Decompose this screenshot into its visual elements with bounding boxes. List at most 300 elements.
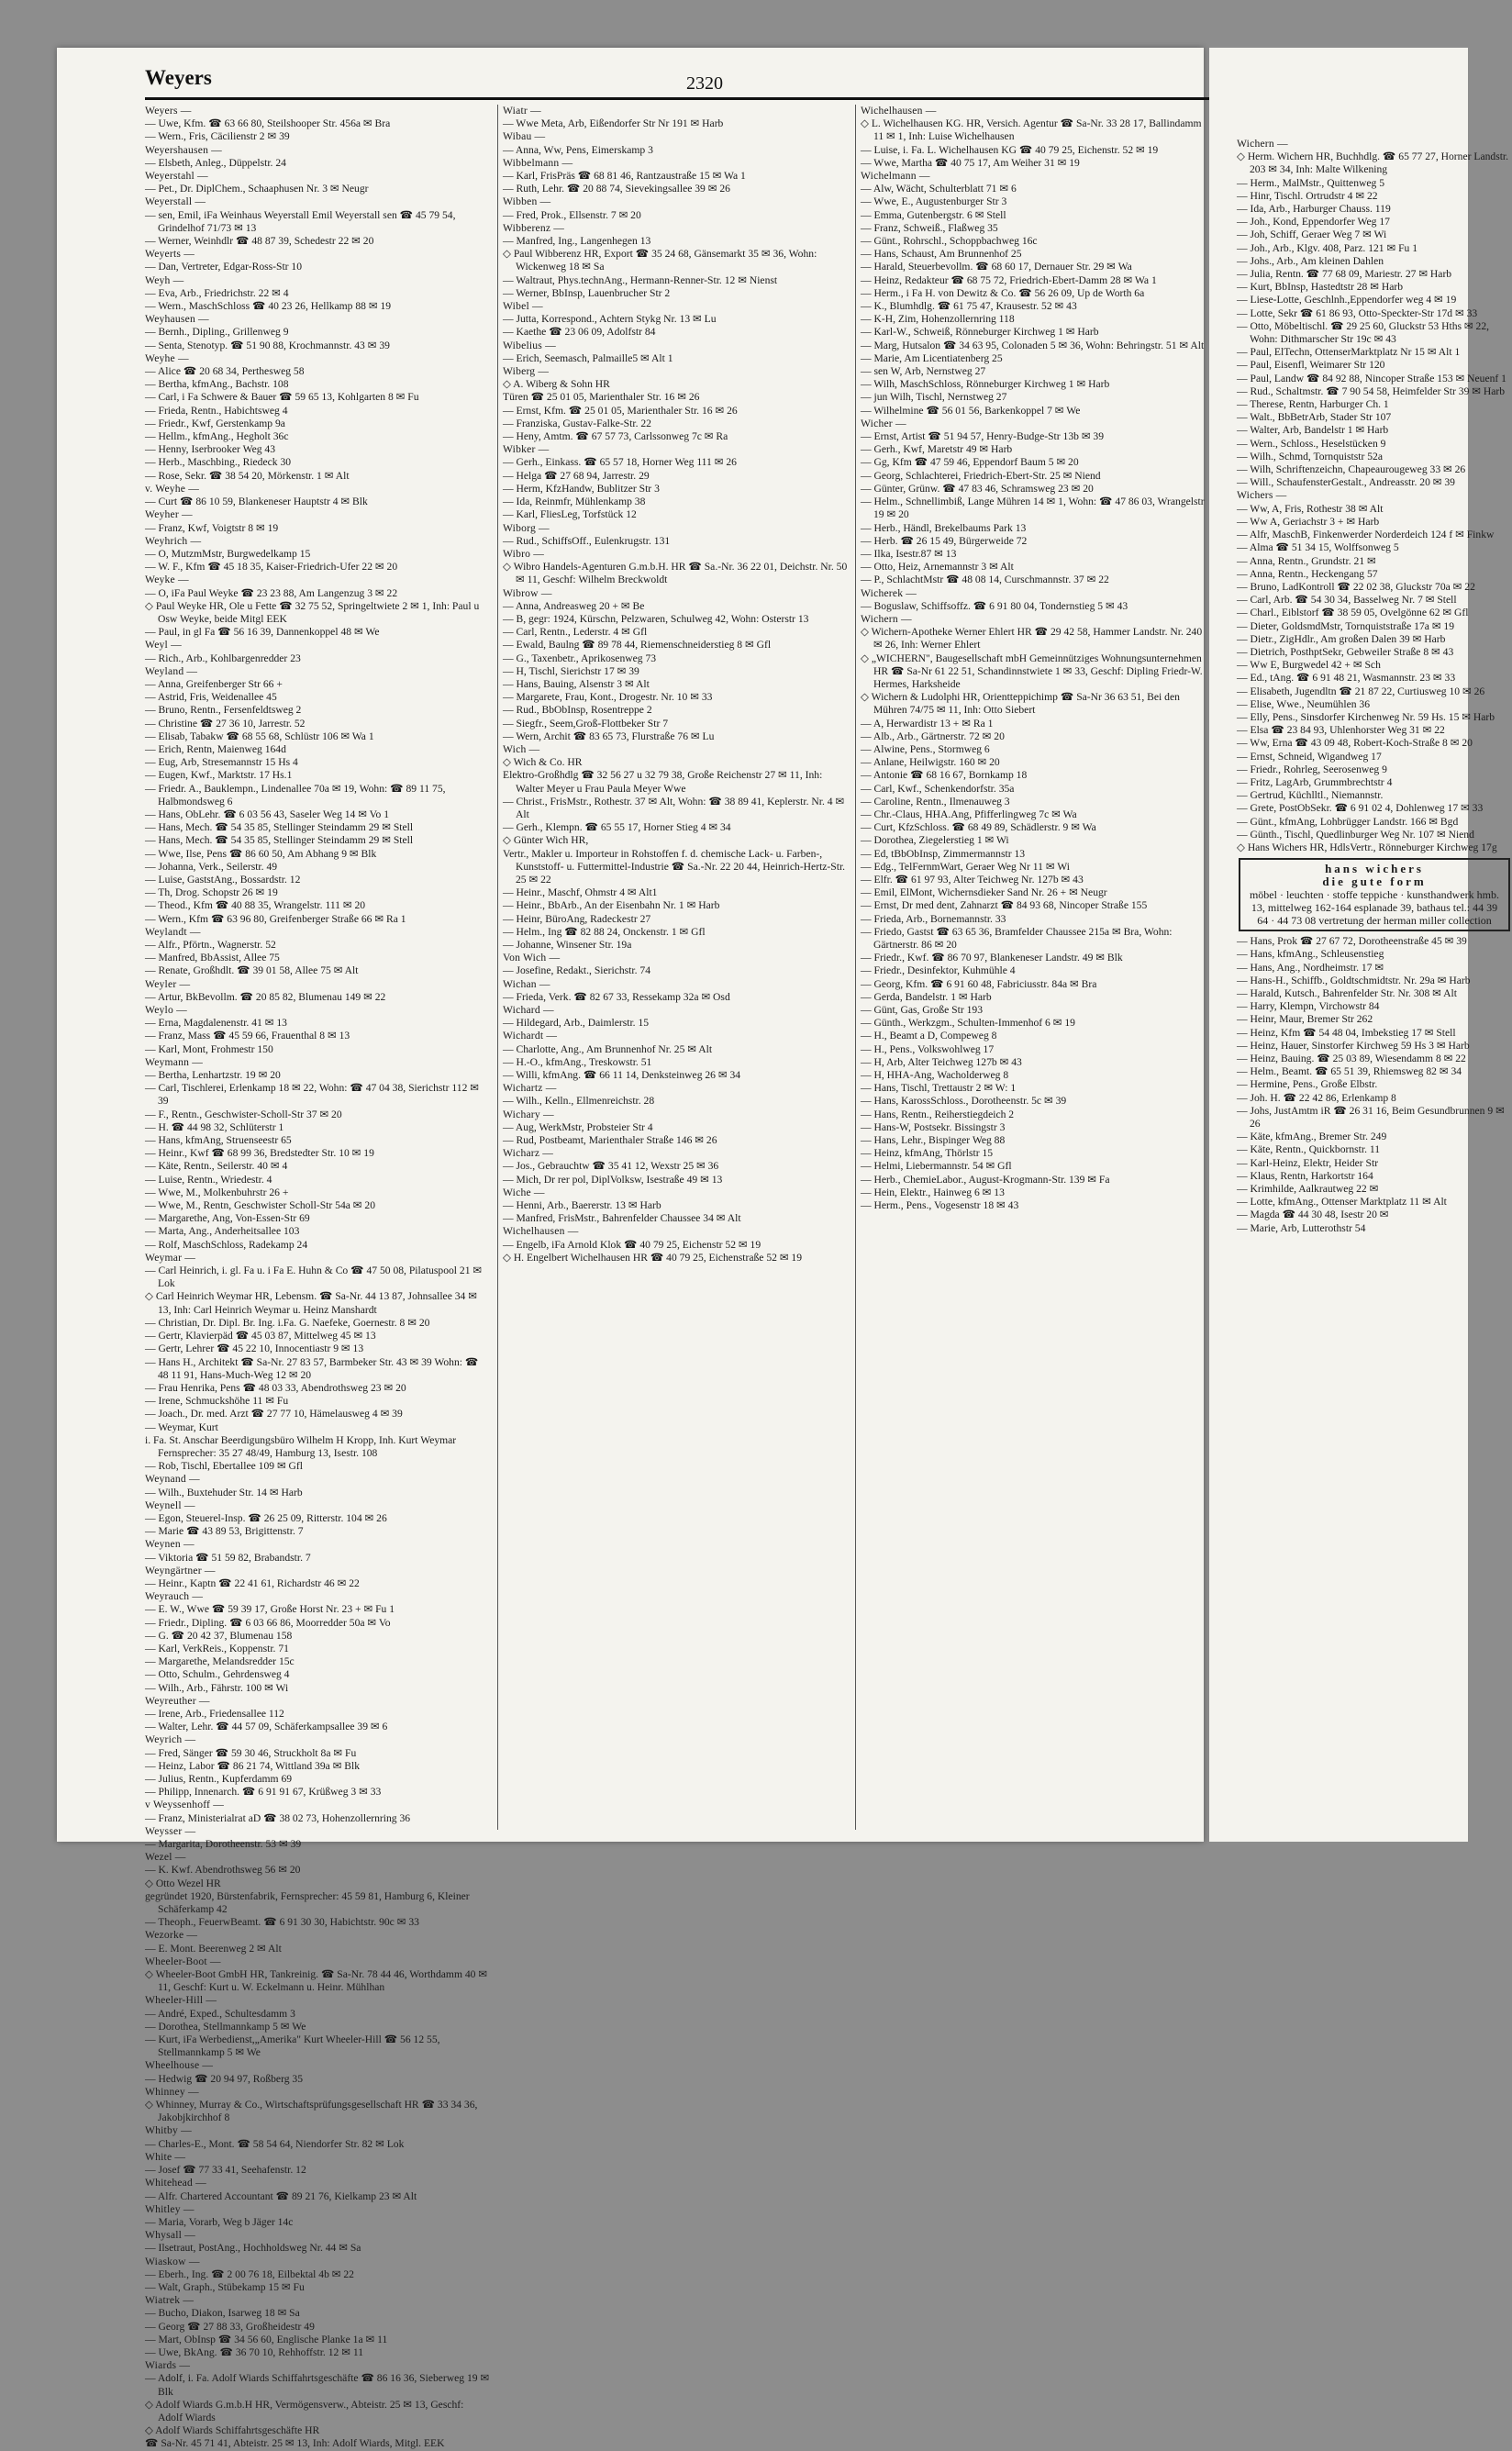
directory-entry: — Hans, kfmAng., Schleusenstieg (1237, 948, 1384, 961)
directory-entry: — Ida, Arb., Harburger Chauss. 119 (1237, 203, 1391, 216)
directory-entry: — Hermine, Pens., Große Elbstr. (1237, 1078, 1378, 1091)
directory-entry: — Elise, Wwe., Neumühlen 36 (1237, 697, 1371, 710)
directory-entry: — Wwe, Martha ☎ 40 75 17, Am Weiher 31 ✉ 19 (861, 156, 1080, 169)
directory-entry: — sen, Emil, iFa Weinhaus Weyerstall Emil Weyerstall sen ☎ 45 79 54, Grindelhof 71/73 ✉ 13 (145, 208, 456, 234)
directory-entry: — Rud, Postbeamt, Marienthaler Straße 146 ✉ 26 (503, 1134, 717, 1147)
directory-entry: — Elsbeth, Anleg., Düppelstr. 24 (145, 156, 286, 169)
directory-entry: White — (145, 2150, 186, 2163)
directory-entry: — Franziska, Gustav-Falke-Str. 22 (503, 417, 651, 429)
directory-entry: — Heinz, Labor ☎ 86 21 74, Wittland 39a ✉ Blk (145, 1759, 361, 1772)
directory-entry: Wiaskow — (145, 2255, 200, 2267)
directory-entry: Wibelius — (503, 339, 556, 351)
directory-entry: Weyrauch — (145, 1590, 204, 1603)
directory-entry: — Grete, PostObSekr. ☎ 6 91 02 4, Dohlenweg 17 ✉ 33 (1237, 802, 1484, 815)
directory-entry: — Ernst, Artist ☎ 51 94 57, Henry-Budge-Str 13b ✉ 39 (861, 430, 1105, 443)
directory-entry: — Margarita, Dorotheenstr. 53 ✉ 39 (145, 1838, 302, 1851)
directory-entry: hans wichers (1325, 862, 1424, 876)
directory-entry: — Bertha, Lenhartzstr. 19 ✉ 20 (145, 1069, 281, 1082)
directory-entry: Wichard — (503, 1004, 554, 1017)
directory-entry: — Heinz, Bauing. ☎ 25 03 89, Wiesendamm 8 ✉ 22 (1237, 1053, 1466, 1064)
directory-entry: — Rob, Tischl, Ebertallee 109 ✉ Gfl (145, 1460, 304, 1473)
directory-entry: — Ilka, Isestr.87 ✉ 13 (861, 547, 957, 560)
directory-entry: — Carl, Arb. ☎ 54 30 34, Basselweg Nr. 7 ✉ Stell (1237, 594, 1457, 607)
directory-entry: — Wern, Archit ☎ 83 65 73, Flurstraße 76 ✉ Lu (503, 730, 715, 742)
directory-entry: — Rud., Schaltmstr. ☎ 7 90 54 58, Heimfelder Str 39 ✉ Harb (1237, 384, 1506, 397)
directory-entry: ◇ Otto Wezel HR (145, 1877, 221, 1889)
directory-entry: — Friedr., Rohrleg, Seerosenweg 9 (1237, 763, 1387, 775)
directory-entry: — Irene, Arb., Friedensallee 112 (145, 1707, 284, 1720)
directory-entry: Weyhausen — (145, 313, 209, 326)
directory-entry: — Werner, Weinhdlr ☎ 48 87 39, Schedestr 22 ✉ 20 (145, 235, 374, 248)
directory-entry: — Paul, Landw ☎ 84 92 88, Nincoper Straße 153 ✉ Neuenf 1 (1237, 372, 1506, 384)
directory-entry: — Johs, JustAmtm iR ☎ 26 31 16, Beim Gesundbrunnen 9 ✉ 26 (1237, 1104, 1505, 1131)
directory-entry: — Wern., Fris, Cäcilienstr 2 ✉ 39 (145, 130, 290, 143)
directory-entry: — Hans, Prok ☎ 27 67 72, Dorotheenstraße 45 ✉ 39 (1237, 935, 1467, 948)
directory-entry: — Friedr., Dipling. ☎ 6 03 66 86, Moorredder 50a ✉ Vo (145, 1616, 391, 1629)
directory-entry: — Heinz, kfmAng, Thörlstr 15 (861, 1147, 994, 1160)
directory-entry: v. Weyhe — (145, 482, 200, 495)
directory-entry: — Jos., Gebrauchtw ☎ 35 41 12, Wexstr 25 ✉ 36 (503, 1160, 719, 1173)
directory-entry: — Lotte, kfmAng., Ottenser Marktplatz 11 ✉ Alt (1237, 1196, 1447, 1209)
directory-entry: — Herb., ChemieLabor., August-Krogmann-Str. 139 ✉ Fa (861, 1173, 1110, 1186)
directory-entry: — Walt., BbBetrArb, Stader Str 107 (1237, 411, 1392, 424)
directory-entry: — Gg, Kfm ☎ 47 59 46, Eppendorf Baum 5 ✉ 20 (861, 456, 1079, 469)
directory-entry: — Herm., i Fa H. von Dewitz & Co. ☎ 56 26 09, Up de Worth 6a (861, 286, 1145, 299)
directory-entry: ◇ Wheeler-Boot GmbH HR, Tankreinig. ☎ Sa-Nr. 78 44 46, Worthdamm 40 ✉ 11, Geschf: Kurt u. W. Eckelmann u. Heinr. Mühlhan (145, 1968, 488, 1994)
running-head-keyword: Weyers (145, 66, 212, 89)
advertisement-box (1239, 858, 1510, 931)
directory-entry: — Käte, Rentn., Seilerstr. 40 ✉ 4 (145, 1160, 288, 1173)
directory-entry: — Hellm., kfmAng., Hegholt 36c (145, 430, 289, 443)
directory-entry: — Gertr, Lehrer ☎ 45 22 10, Innocentiastr 9 ✉ 13 (145, 1342, 364, 1355)
directory-entry: Weylandt — (145, 925, 201, 938)
directory-entry: — Erich, Rentn, Maienweg 164d (145, 742, 286, 755)
directory-entry: — Bruno, Rentn., Fersenfeldtsweg 2 (145, 704, 302, 717)
directory-entry: — Alma ☎ 51 34 15, Wolffsonweg 5 (1237, 541, 1399, 554)
directory-entry: — Anna, Rentn., Heckengang 57 (1237, 567, 1378, 580)
directory-entry: Weyers — (145, 105, 192, 117)
directory-entry: — K., Blumhdlg. ☎ 61 75 47, Krausestr. 52 ✉ 43 (861, 300, 1077, 313)
directory-entry: — Georg, Kfm. ☎ 6 91 60 48, Fabriciusstr. 84a ✉ Bra (861, 977, 1097, 990)
directory-entry: — Aug, WerkMstr, Probsteier Str 4 (503, 1120, 653, 1133)
directory-entry: — Rich., Arb., Kohlbargenredder 23 (145, 652, 301, 664)
directory-entry: Wicherek — (861, 586, 917, 599)
directory-entry: Von Wich — (503, 952, 561, 964)
directory-entry: — Wern., Kfm ☎ 63 96 80, Greifenberger Straße 66 ✉ Ra 1 (145, 912, 406, 925)
directory-entry: Wiberg — (503, 365, 550, 378)
directory-entry: — Dan, Vertreter, Edgar-Ross-Str 10 (145, 261, 303, 273)
directory-entry: — Harald, Kutsch., Bahrenfelder Str. Nr. 308 ✉ Alt (1237, 986, 1457, 999)
directory-entry: Weynell — (145, 1498, 195, 1511)
directory-entry: — Chr.-Claus, HHA.Ang, Pfifferlingweg 7c ✉ Wa (861, 808, 1077, 820)
directory-entry: — Wern., MaschSchloss ☎ 40 23 26, Hellkamp 88 ✉ 19 (145, 300, 392, 313)
directory-entry: Weylo — (145, 1004, 187, 1017)
directory-entry: ◇ Carl Heinrich Weymar HR, Lebensm. ☎ Sa-Nr. 44 13 87, Johnsallee 34 ✉ 13, Inh: Carl Heinrich Weymar u. Heinz Manshardt (145, 1290, 477, 1316)
directory-entry: — Therese, Rentn, Harburger Ch. 1 (1237, 398, 1389, 411)
directory-entry: — Hans, Bauing, Alsenstr 3 ✉ Alt (503, 677, 650, 690)
directory-entry: — Julius, Rentn., Kupferdamm 69 (145, 1773, 293, 1785)
directory-entry: Wheeler-Boot — (145, 1955, 221, 1967)
directory-entry: — G. ☎ 20 42 37, Blumenau 158 (145, 1629, 293, 1642)
directory-entry: — Ilsetraut, PostAng., Hochholdsweg Nr. 44 ✉ Sa (145, 2242, 361, 2255)
directory-entry: Whitehead — (145, 2177, 206, 2189)
directory-entry: — Th, Drog. Schopstr 26 ✉ 19 (145, 886, 278, 899)
directory-entry: — O, MutzmMstr, Burgwedelkamp 15 (145, 547, 311, 560)
directory-entry: Wibker — (503, 443, 550, 456)
directory-entry: — Ernst, Dr med dent, Zahnarzt ☎ 84 93 68, Nincoper Straße 155 (861, 899, 1148, 912)
directory-entry: — Frau Henrika, Pens ☎ 48 03 33, Abendrothsweg 23 ✉ 20 (145, 1381, 406, 1394)
directory-entry: — Herb. ☎ 26 15 49, Bürgerweide 72 (861, 534, 1028, 547)
directory-entry: — Marta, Ang., Anderheitsallee 103 (145, 1225, 300, 1238)
directory-entry: — Günth., Tischl, Quedlinburger Weg Nr. 107 ✉ Niend (1237, 828, 1474, 841)
directory-entry: — Günter, Grünw. ☎ 47 83 46, Schramsweg 23 ✉ 20 (861, 482, 1094, 495)
directory-entry: — Maria, Vorarb, Weg b Jäger 14c (145, 2215, 294, 2228)
directory-entry: — Emil, ElMont, Wichernsdieker Sand Nr. 26 + ✉ Neugr (861, 886, 1107, 899)
directory-entry: — Christian, Dr. Dipl. Br. Ing. i.Fa. G. Naefeke, Goernestr. 8 ✉ 20 (145, 1316, 430, 1329)
directory-entry: — Siegfr., Seem,Groß-Flottbeker Str 7 (503, 717, 669, 730)
directory-entry: — Engelb, iFa Arnold Klok ☎ 40 79 25, Eichenstr 52 ✉ 19 (503, 1238, 762, 1251)
directory-entry: — H.-O., kfmAng., Treskowstr. 51 (503, 1055, 652, 1068)
directory-entry: — E. Mont. Beerenweg 2 ✉ Alt (145, 1942, 282, 1955)
directory-entry: Weynand — (145, 1473, 200, 1486)
directory-entry: — Walter, Arb, Bandelstr 1 ✉ Harb (1237, 424, 1389, 437)
directory-entry: — Wilhelmine ☎ 56 01 56, Barkenkoppel 7 ✉ We (861, 404, 1081, 417)
directory-entry: — Wilh., Kelln., Ellmenreichstr. 28 (503, 1095, 655, 1108)
directory-entry: — K. Kwf. Abendrothsweg 56 ✉ 20 (145, 1864, 301, 1877)
directory-entry: — Will., SchaufensterGestalt., Andreasstr. 20 ✉ 39 (1237, 476, 1455, 489)
directory-entry: — Margarethe, Melandsredder 15c (145, 1655, 295, 1668)
directory-entry: — Franz, Mass ☎ 45 59 66, Frauenthal 8 ✉ 13 (145, 1030, 350, 1042)
directory-entry: Wichelhausen — (861, 105, 937, 117)
directory-entry: — Ruth, Lehr. ☎ 20 88 74, Sievekingsallee 39 ✉ 26 (503, 183, 730, 195)
directory-entry: — Otto, Möbeltischl. ☎ 29 25 60, Gluckstr 53 Hths ✉ 22, Wohn: Dithmarscher Str 19c ✉ 43 (1237, 319, 1490, 346)
directory-entry: — Bruno, LadKontroll ☎ 22 02 38, Gluckstr 70a ✉ 22 (1237, 580, 1475, 593)
directory-entry: — G., Taxenbetr., Aprikosenweg 73 (503, 652, 657, 664)
directory-entry: ◇ Wichern & Ludolphi HR, Orientteppichimp ☎ Sa-Nr 36 63 51, Bei den Mühren 74/75 ✉ 11, Inh: Otto Siebert (861, 691, 1180, 717)
directory-entry: — Heinr., Kwf ☎ 68 99 36, Bredstedter Str. 10 ✉ 19 (145, 1147, 374, 1160)
directory-entry: — Joach., Dr. med. Arzt ☎ 27 77 10, Hämelausweg 4 ✉ 39 (145, 1408, 403, 1420)
directory-entry: — Kaethe ☎ 23 06 09, Adolfstr 84 (503, 326, 656, 339)
directory-entry: ◇ Whinney, Murray & Co., Wirtschaftsprüfungsgesellschaft HR ☎ 33 34 36, Jakobjkirchhof 8 (145, 2099, 478, 2124)
directory-entry: Weyher — (145, 508, 193, 521)
directory-entry: Weyrich — (145, 1733, 196, 1746)
directory-entry: — Wilh, Schriftenzeichn, Chapeaurougeweg 33 ✉ 26 (1237, 463, 1466, 476)
directory-entry: ◇ Paul Wibberenz HR, Export ☎ 35 24 68, Gänsemarkt 35 ✉ 36, Wohn: Wickenweg 18 ✉ Sa (503, 248, 817, 273)
directory-entry: die gute form (1322, 875, 1427, 889)
column-1 (145, 105, 490, 2451)
directory-entry: — Bucho, Diakon, Isarweg 18 ✉ Sa (145, 2307, 300, 2320)
directory-entry: ◇ L. Wichelhausen KG. HR, Versich. Agentur ☎ Sa-Nr. 33 28 17, Ballindamm 11 ✉ 1, Inh: Luise Wichelhausen (861, 117, 1202, 143)
directory-entry: — Hans, Schaust, Am Brunnenhof 25 (861, 248, 1022, 261)
directory-entry: — Gerda, Bandelstr. 1 ✉ Harb (861, 990, 992, 1003)
directory-entry: Wheeler-Hill — (145, 1994, 217, 2007)
directory-entry: — Adolf, i. Fa. Adolf Wiards Schiffahrtsgeschäfte ☎ 86 16 36, Sieberweg 19 ✉ Blk (145, 2372, 490, 2398)
directory-entry: — Hein, Elektr., Hainweg 6 ✉ 13 (861, 1186, 1005, 1198)
directory-entry: — Paul, Eisenfl, Weimarer Str 120 (1237, 359, 1385, 372)
directory-entry: Wibel — (503, 300, 543, 313)
directory-entry: — Christine ☎ 27 36 10, Jarrestr. 52 (145, 717, 306, 730)
directory-entry: — Luise, GaststAng., Bossardstr. 12 (145, 873, 301, 886)
directory-entry: — Luise, Rentn., Wriedestr. 4 (145, 1173, 272, 1186)
column-divider (855, 105, 856, 1830)
directory-entry: — Weymar, Kurt (145, 1420, 218, 1433)
directory-entry: — Heinz, Redakteur ☎ 68 75 72, Friedrich-Ebert-Damm 28 ✉ Wa 1 (861, 273, 1157, 286)
directory-entry: — Carl, Kwf., Schenkendorfstr. 35a (861, 782, 1015, 795)
directory-entry: — Hans, Mech. ☎ 54 35 85, Stellinger Steindamm 29 ✉ Stell (145, 834, 414, 847)
directory-entry: — Herm., MalMstr., Quittenweg 5 (1237, 176, 1385, 189)
directory-entry: — Herm, KfzHandw, Bublitzer Str 3 (503, 482, 660, 495)
directory-entry: — Friedr. A., Bauklempn., Lindenallee 70a ✉ 19, Wohn: ☎ 89 11 75, Halbmondsweg 6 (145, 782, 446, 808)
directory-entry: — Ww, A, Fris, Rothestr 38 ✉ Alt (1237, 502, 1384, 515)
directory-entry: — Johs., Arb., Am kleinen Dahlen (1237, 254, 1384, 267)
directory-entry: ◇ Paul Weyke HR, Ole u Fette ☎ 32 75 52, Springeltwiete 2 ✉ 1, Inh: Paul u Osw Weyke, beide Mitgl EEK (145, 599, 480, 625)
directory-entry: — Frieda, Verk. ☎ 82 67 33, Ressekamp 32a ✉ Osd (503, 990, 730, 1003)
directory-entry: — Carl, i Fa Schwere & Bauer ☎ 59 65 13, Kohlgarten 8 ✉ Fu (145, 391, 419, 404)
directory-entry: — Carl Heinrich, i. gl. Fa u. i Fa E. Huhn & Co ☎ 47 50 08, Pilatuspool 21 ✉ Lok (145, 1264, 483, 1290)
directory-entry: — Heinz, Hauer, Sinstorfer Kirchweg 59 Hs 3 ✉ Harb (1237, 1039, 1470, 1052)
directory-entry: — Alfr, MaschB, Finkenwerder Norderdeich 124 f ✉ Finkw (1237, 529, 1495, 541)
directory-entry: — H., Pens., Volkswohlweg 17 (861, 1042, 995, 1055)
directory-entry: — Rolf, MaschSchloss, Radekamp 24 (145, 1238, 308, 1251)
directory-entry: — Bernh., Dipling., Grillenweg 9 (145, 326, 289, 339)
directory-entry: — Hans, Rentn., Reiherstiegdeich 2 (861, 1108, 1015, 1120)
directory-entry: — Frieda, Rentn., Habichtsweg 4 (145, 404, 288, 417)
directory-entry: — sen W, Arb, Nernstweg 27 (861, 365, 986, 378)
directory-entry: — Henny, Iserbrooker Weg 43 (145, 443, 276, 456)
directory-entry: — Gerh., Kwf, Maretstr 49 ✉ Harb (861, 443, 1013, 456)
directory-entry: — Ed, tBbObInsp, Zimmermannstr 13 (861, 847, 1026, 860)
directory-entry: ◇ Günter Wich HR, (503, 834, 589, 847)
directory-entry: — Hans, Ang., Nordheimstr. 17 ✉ (1237, 961, 1384, 974)
directory-entry: — Marie, Am Licentiatenberg 25 (861, 351, 1003, 364)
directory-entry: — Alfr. Chartered Accountant ☎ 89 21 76, Kielkamp 23 ✉ Alt (145, 2189, 417, 2202)
directory-entry: — Johanne, Winsener Str. 19a (503, 939, 632, 951)
directory-entry: — Herb., Händl, Brekelbaums Park 13 (861, 521, 1027, 534)
directory-entry: — Franz, Kwf, Voigtstr 8 ✉ 19 (145, 521, 279, 534)
directory-entry: — Erich, Seemasch, Palmaille5 ✉ Alt 1 (503, 351, 673, 364)
directory-entry: — Hans, KarossSchloss., Dorotheenstr. 5c ✉ 39 (861, 1095, 1067, 1108)
directory-entry: — Gertr, Klavierpäd ☎ 45 03 87, Mittelweg 45 ✉ 13 (145, 1330, 376, 1342)
directory-entry: — Liese-Lotte, Geschlnh.,Eppendorfer weg 4 ✉ 19 (1237, 294, 1457, 306)
directory-entry: — Erna, Magdalenenstr. 41 ✉ 13 (145, 1017, 287, 1030)
directory-entry: — Carl, Tischlerei, Erlenkamp 18 ✉ 22, Wohn: ☎ 47 04 38, Sierichstr 112 ✉ 39 (145, 1082, 479, 1108)
directory-entry: — Walter, Lehr. ☎ 44 57 09, Schäferkampsallee 39 ✉ 6 (145, 1721, 388, 1733)
directory-entry: — Joh. H. ☎ 22 42 86, Erlenkamp 8 (1237, 1091, 1396, 1104)
directory-entry: — Elisabeth, Jugendltn ☎ 21 87 22, Curtiusweg 10 ✉ 26 (1237, 685, 1485, 697)
directory-entry: — Hans-H., Schiffb., Goldtschmidtstr. Nr. 29a ✉ Harb (1237, 974, 1471, 986)
directory-entry: — Margarete, Frau, Kont., Drogestr. Nr. 10 ✉ 33 (503, 691, 713, 704)
directory-entry: — Helga ☎ 27 68 94, Jarrestr. 29 (503, 469, 650, 482)
directory-entry: Wibben — (503, 195, 551, 208)
directory-entry: — Franz, Schweiß., Flaßweg 35 (861, 221, 998, 234)
directory-entry: Weyh — (145, 273, 184, 286)
directory-entry: — Helm., Beamt. ☎ 65 51 39, Rhiemsweg 82 ✉ 34 (1237, 1065, 1462, 1078)
directory-entry: Weyhe — (145, 351, 189, 364)
directory-entry: — Dietrich, PosthptSekr, Gebweiler Straße 8 ✉ 43 (1237, 645, 1454, 658)
directory-entry: — Werner, BbInsp, Lauenbrucher Str 2 (503, 286, 671, 299)
directory-entry: — Senta, Stenotyp. ☎ 51 90 88, Krochmannstr. 43 ✉ 39 (145, 339, 390, 351)
directory-entry: — Otto, Heiz, Arnemannstr 3 ✉ Alt (861, 561, 1014, 574)
directory-entry: — Dorothea, Stellmannkamp 5 ✉ We (145, 2020, 306, 2033)
directory-entry: — Dietr., ZigHdlr., Am großen Dalen 39 ✉ Harb (1237, 632, 1446, 645)
directory-entry: — Marg, Hutsalon ☎ 34 63 95, Colonaden 5 ✉ 36, Wohn: Behringstr. 51 ✉ Alt (861, 339, 1205, 351)
directory-entry: — Kurt, iFa Werbedienst,„Amerika" Kurt Wheeler-Hill ☎ 56 12 55, Stellmannkamp 5 ✉ We (145, 2033, 440, 2059)
directory-entry: Wibrow — (503, 586, 552, 599)
directory-entry: Elektro-Großhdlg ☎ 32 56 27 u 32 79 38, Große Reichenstr 27 ✉ 11, Inh: Walter Meyer u Frau Paula Meyer Wwe (503, 769, 823, 795)
directory-entry: — Friedr., Desinfektor, Kuhmühle 4 (861, 964, 1016, 977)
header-rule (145, 97, 1211, 100)
column-3 (861, 105, 1206, 1212)
directory-entry: — Hedwig ☎ 20 94 97, Roßberg 35 (145, 2072, 304, 2085)
directory-entry: — Wilh., Schmd, Tornquiststr 52a (1237, 450, 1383, 462)
directory-entry: i. Fa. St. Anschar Beerdigungsbüro Wilhelm H Kropp, Inh. Kurt Weymar Fernsprecher: 35 27 48/49, Hamburg 13, Isestr. 108 (145, 1433, 457, 1459)
directory-entry: — Uwe, Kfm. ☎ 63 66 80, Steilshooper Str. 456a ✉ Bra (145, 117, 391, 130)
directory-entry: — Hans, kfmAng, Struenseestr 65 (145, 1134, 292, 1147)
directory-entry: — Elsa ☎ 23 84 93, Uhlenhorster Weg 31 ✉ 22 (1237, 724, 1445, 737)
directory-entry: — Manfred, FrisMstr., Bahrenfelder Chaussee 34 ✉ Alt (503, 1212, 741, 1225)
directory-entry: Wichary — (503, 1108, 554, 1120)
directory-entry: — Carl, Rentn., Lederstr. 4 ✉ Gfl (503, 626, 648, 639)
directory-entry: — Rud., SchiffsOff., Eulenkrugstr. 131 (503, 534, 671, 547)
column-2 (503, 105, 848, 1264)
directory-entry: ◇ Adolf Wiards Schiffahrtsgeschäfte HR (145, 2424, 320, 2437)
page-number: 2320 (686, 73, 723, 94)
directory-entry: — Joh, Schiff, Geraer Weg 7 ✉ Wi (1237, 228, 1387, 241)
directory-entry: — H, HHA-Ang, Wacholderweg 8 (861, 1069, 1009, 1082)
directory-entry: — Karl-Heinz, Elektr, Heider Str (1237, 1156, 1379, 1169)
directory-entry: Weyland — (145, 664, 198, 677)
directory-entry: — F., Rentn., Geschwister-Scholl-Str 37 ✉ 20 (145, 1108, 342, 1120)
directory-entry: — Margarethe, Ang, Von-Essen-Str 69 (145, 1212, 310, 1225)
directory-entry: — Elfr. ☎ 61 97 93, Alter Teichweg Nr. 127b ✉ 43 (861, 873, 1084, 886)
directory-entry: — Fritz, LagArb, Grummbrechtstr 4 (1237, 775, 1393, 788)
directory-entry: — Ewald, Baulng ☎ 89 78 44, Riemenschneiderstieg 8 ✉ Gfl (503, 639, 772, 652)
directory-entry: — Käte, kfmAng., Bremer Str. 249 (1237, 1131, 1387, 1143)
directory-entry: ◇ H. Engelbert Wichelhausen HR ☎ 40 79 25, Eichenstraße 52 ✉ 19 (503, 1251, 803, 1264)
directory-entry: — Hans, Tischl, Trettaustr 2 ✉ W: 1 (861, 1082, 1017, 1095)
directory-entry: — Manfred, Ing., Langenhegen 13 (503, 235, 651, 248)
directory-entry: — Friedr., Kwf, Gerstenkamp 9a (145, 417, 285, 429)
directory-entry: — Wwe, E., Augustenburger Str 3 (861, 195, 1007, 208)
directory-entry: — Otto, Schulm., Gehrdensweg 4 (145, 1668, 290, 1681)
directory-entry: — Fred, Sänger ☎ 59 30 46, Struckholt 8a ✉ Fu (145, 1746, 357, 1759)
directory-entry: Weyerts — (145, 248, 195, 261)
directory-entry: — Ww, Erna ☎ 43 09 48, Robert-Koch-Straße 8 ✉ 20 (1237, 737, 1473, 750)
directory-entry: — Ida, Reinmfr, Mühlenkamp 38 (503, 496, 646, 508)
directory-entry: — O, iFa Paul Weyke ☎ 23 23 88, Am Langenzug 3 ✉ 22 (145, 586, 398, 599)
directory-entry: — Georg, Schlachterei, Friedrich-Ebert-Str. 25 ✉ Niend (861, 469, 1101, 482)
directory-entry: gegründet 1920, Bürstenfabrik, Fernsprecher: 45 59 81, Hamburg 6, Kleiner Schäferkamp 42 (145, 1889, 470, 1916)
directory-entry: Wichelmann — (861, 170, 930, 183)
directory-entry: Weyerstall — (145, 195, 206, 208)
directory-entry: — Krimhilde, Aalkrautweg 22 ✉ (1237, 1183, 1379, 1196)
directory-entry: — W. F., Kfm ☎ 45 18 35, Kaiser-Friedrich-Ufer 22 ✉ 20 (145, 561, 398, 574)
directory-entry: Weymar — (145, 1251, 196, 1264)
directory-entry: — Friedr., Kwf. ☎ 86 70 97, Blankeneser Landstr. 49 ✉ Blk (861, 952, 1123, 964)
directory-entry: Whitby — (145, 2124, 192, 2137)
directory-entry: — Eugen, Kwf., Marktstr. 17 Hs.1 (145, 769, 293, 782)
directory-entry: — Dieter, GoldsmdMstr, Tornquiststraße 17a ✉ 19 (1237, 619, 1455, 632)
directory-entry: — Wilh., Arb., Fährstr. 100 ✉ Wi (145, 1681, 289, 1694)
directory-entry: — Anlane, Heilwigstr. 160 ✉ 20 (861, 756, 1000, 769)
directory-entry: ◇ Wibro Handels-Agenturen G.m.b.H. HR ☎ Sa.-Nr. 36 22 01, Deichstr. Nr. 50 ✉ 11, Geschf: Wilhelm Breckwoldt (503, 561, 848, 586)
directory-entry: — Helmi, Liebermannstr. 54 ✉ Gfl (861, 1160, 1012, 1173)
directory-entry: — Günt., kfmAng, Lohbrügger Landstr. 166 ✉ Bgd (1237, 815, 1459, 828)
directory-entry: — Jutta, Korrespond., Achtern Stykg Nr. 13 ✉ Lu (503, 313, 717, 326)
directory-entry: — B, gegr: 1924, Kürschn, Pelzwaren, Schulweg 42, Wohn: Osterstr 13 (503, 612, 809, 625)
directory-entry: — Joh., Kond, Eppendorfer Weg 17 (1237, 216, 1390, 228)
directory-entry: — Karl, FliesLeg, Torfstück 12 (503, 508, 637, 521)
directory-entry: — Alice ☎ 20 68 34, Perthesweg 58 (145, 365, 305, 378)
directory-entry: Wicher — (861, 417, 906, 429)
directory-entry: — Hans, ObLehr. ☎ 6 03 56 43, Saseler Weg 14 ✉ Vo 1 (145, 808, 390, 820)
directory-entry: — Heny, Amtm. ☎ 67 57 73, Carlssonweg 7c ✉ Ra (503, 430, 728, 443)
directory-entry: — Josef ☎ 77 33 41, Seehafenstr. 12 (145, 2164, 306, 2177)
directory-entry: — Rud., BbObInsp, Rosentreppe 2 (503, 704, 652, 717)
directory-entry: — Anna, Rentn., Grundstr. 21 ✉ (1237, 554, 1376, 567)
directory-entry: — Bertha, kfmAng., Bachstr. 108 (145, 378, 289, 391)
directory-entry: ◇ Adolf Wiards G.m.b.H HR, Vermögensverw., Abteistr. 25 ✉ 13, Geschf: Adolf Wiards (145, 2398, 464, 2423)
directory-entry: — Manfred, BbAssist, Allee 75 (145, 952, 280, 964)
directory-entry: — Karl, VerkReis., Koppenstr. 71 (145, 1642, 289, 1654)
directory-entry: — Christ., FrisMstr., Rothestr. 37 ✉ Alt, Wohn: ☎ 38 89 41, Keplerstr. Nr. 4 ✉ Alt (503, 795, 845, 820)
directory-entry: Weymann — (145, 1055, 204, 1068)
directory-entry: — Gerh., Einkass. ☎ 65 57 18, Horner Weg 111 ✉ 26 (503, 456, 737, 469)
directory-entry: — Joh., Arb., Klgv. 408, Parz. 121 ✉ Fu 1 (1237, 241, 1418, 254)
directory-entry: — Luise, i. Fa. L. Wichelhausen KG ☎ 40 79 25, Eichenstr. 52 ✉ 19 (861, 143, 1159, 156)
directory-entry: — jun Wilh, Tischl, Nernstweg 27 (861, 391, 1007, 404)
directory-entry: Wiatr — (503, 105, 541, 117)
directory-entry: — Karl, Mont, Frohmestr 150 (145, 1042, 273, 1055)
directory-entry: — Philipp, Innenarch. ☎ 6 91 91 67, Krüßweg 3 ✉ 33 (145, 1786, 382, 1799)
directory-entry: Weyhrich — (145, 534, 202, 547)
directory-entry: — Kurt, BbInsp, Hastedtstr 28 ✉ Harb (1237, 281, 1404, 294)
directory-entry: — Hans, Lehr., Bispinger Weg 88 (861, 1134, 1006, 1147)
directory-entry: — Karl-W., Schweiß, Rönneburger Kirchweg 1 ✉ Harb (861, 326, 1099, 339)
directory-entry: — Walt, Graph., Stübekamp 15 ✉ Fu (145, 2280, 305, 2293)
directory-entry: — Mart, ObInsp ☎ 34 56 60, Englische Planke 1a ✉ 11 (145, 2333, 388, 2345)
directory-entry: ◇ Herm. Wichern HR, Buchhdlg. ☎ 65 77 27, Horner Landstr. 203 ✉ 34, Inh: Malte Wilkening (1237, 150, 1509, 176)
directory-entry: Weyerstahl — (145, 170, 208, 183)
directory-entry: — Herb., Maschbing., Riedeck 30 (145, 456, 292, 469)
directory-entry: — H, Arb, Alter Teichweg 127b ✉ 43 (861, 1055, 1022, 1068)
directory-entry: — Harry, Klempn, Virchowstr 84 (1237, 1000, 1380, 1013)
directory-entry: — Eug, Arb, Stresemannstr 15 Hs 4 (145, 756, 298, 769)
directory-entry: — Heinr, Maur, Bremer Str 262 (1237, 1013, 1373, 1026)
directory-entry: — Astrid, Fris, Weidenallee 45 (145, 691, 277, 704)
directory-entry: — Ernst, Kfm. ☎ 25 01 05, Marienthaler Str. 16 ✉ 26 (503, 404, 738, 417)
directory-entry: — Marie, Arb, Lutterothstr 54 (1237, 1221, 1366, 1234)
directory-entry: Wich — (503, 742, 540, 755)
directory-entry: Wichardt — (503, 1030, 558, 1042)
directory-entry: — Edg., TelFernmWart, Geraer Weg Nr 11 ✉ Wi (861, 860, 1070, 873)
directory-entry: — Helm., Schnellimbiß, Lange Mühren 14 ✉ 1, Wohn: ☎ 47 86 03, Wrangelstr 19 ✉ 20 (861, 496, 1205, 521)
directory-entry: — H, Tischl, Sierichstr 17 ✉ 39 (503, 664, 639, 677)
directory-entry: — Heinr., BbArb., An der Eisenbahn Nr. 1 ✉ Harb (503, 899, 720, 912)
directory-entry: — Wwe, Ilse, Pens ☎ 86 60 50, Am Abhang 9 ✉ Blk (145, 847, 377, 860)
directory-entry: — Alb., Arb., Gärtnerstr. 72 ✉ 20 (861, 730, 1005, 742)
directory-entry: — Fred, Prok., Ellsenstr. 7 ✉ 20 (503, 208, 641, 221)
directory-entry: — Wwe, M., Molkenbuhrstr 26 + (145, 1186, 289, 1198)
directory-entry: — Alfr., Pförtn., Wagnerstr. 52 (145, 939, 276, 951)
directory-entry: — Charl., Eiblstorf ☎ 38 59 05, Ovelgönne 62 ✉ Gfl (1237, 607, 1469, 619)
column-divider (497, 105, 498, 1830)
directory-entry: — Josefine, Redakt., Sierichstr. 74 (503, 964, 650, 977)
directory-entry: — Eva, Arb., Friedrichstr. 22 ✉ 4 (145, 286, 289, 299)
directory-entry: ◇ „WICHERN", Baugesellschaft mbH Gemeinnütziges Wohnungsunternehmen HR ☎ Sa-Nr 61 22 51, Schandinnstwiete 1 ✉ 33, Geschf: Dipling Friedr-W. Hermes, Harksheide (861, 652, 1203, 690)
directory-entry: Wichern — (1237, 138, 1288, 150)
directory-entry: Wichers — (1237, 489, 1287, 502)
